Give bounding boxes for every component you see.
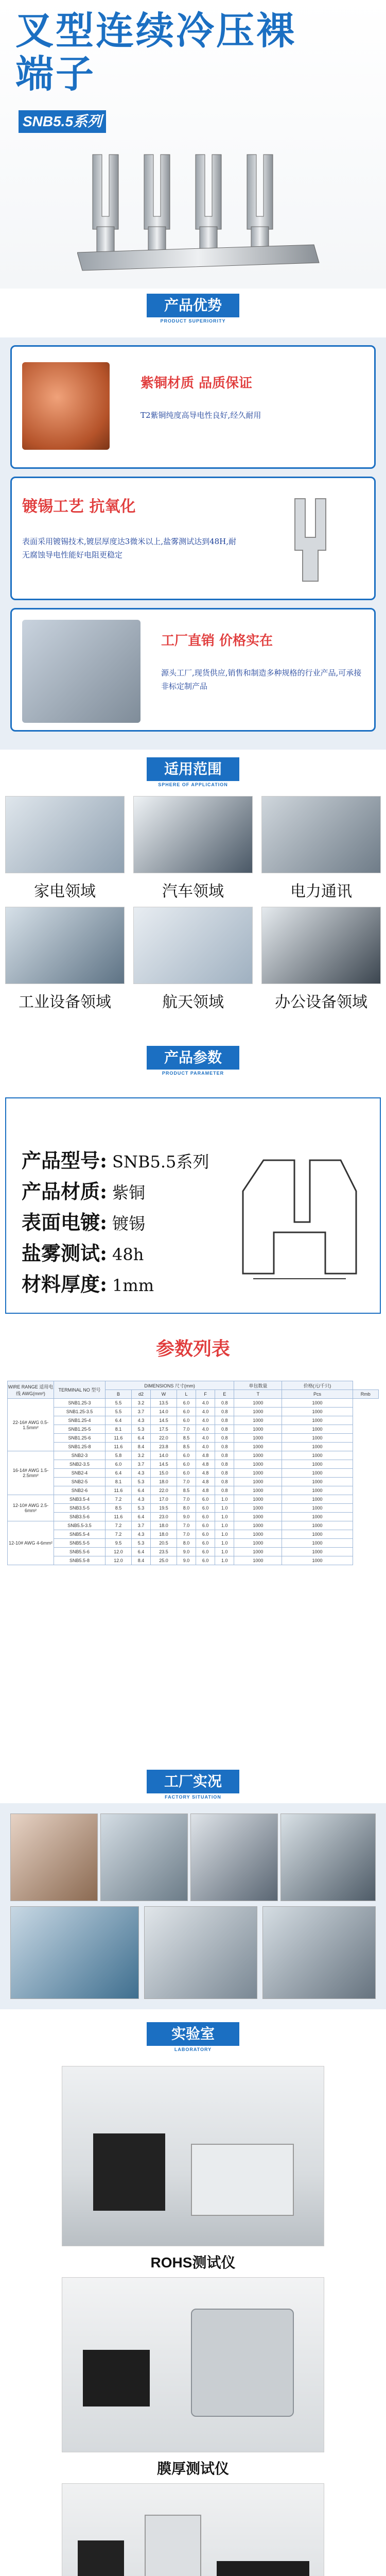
advantage-title-material: 紫铜材质 品质保证 <box>141 376 253 391</box>
table-cell: 1000 <box>282 1443 353 1451</box>
table-cell: 8.5 <box>177 1486 196 1495</box>
factory-section-header <box>147 1770 239 1806</box>
table-cell: 1000 <box>234 1486 282 1495</box>
table-cell: 6.4 <box>131 1434 150 1443</box>
col-dimensions: DIMENSIONS 尺寸(mm) <box>106 1381 234 1390</box>
table-cell: 1000 <box>234 1513 282 1521</box>
spec-subheader-cell: Pcs <box>282 1390 353 1399</box>
table-row <box>8 1469 379 1478</box>
table-cell: 1000 <box>234 1460 282 1469</box>
param-row-plating <box>22 1207 145 1235</box>
terminal-no-cell: SNB5.5-4 <box>54 1530 106 1539</box>
table-cell: 4.0 <box>196 1425 215 1434</box>
table-cell: 1000 <box>282 1416 353 1425</box>
spec-subheader-cell: W <box>151 1390 177 1399</box>
advantage-text-plating: 表面采用镀锡技术,镀层厚度达3微米以上,盐雾测试达到48H,耐无腐蚀导电性能好电阻更稳定 <box>22 537 237 560</box>
table-cell: 0.8 <box>215 1399 234 1408</box>
table-cell: 3.7 <box>131 1460 150 1469</box>
terminal-no-cell: SNB1.25-3 <box>54 1399 106 1408</box>
table-cell: 1000 <box>234 1408 282 1416</box>
table-cell: 6.0 <box>106 1460 132 1469</box>
factory-photo-6 <box>144 1906 257 1999</box>
advantage-card-plating <box>10 477 376 600</box>
lab-photo-thickness <box>62 2277 324 2452</box>
param-label: 产品材质: <box>22 1180 108 1203</box>
param-label: 盐雾测试: <box>22 1242 108 1265</box>
copper-coil-photo <box>22 362 110 450</box>
table-cell: 1.0 <box>215 1539 234 1548</box>
lab-caption-thickness: 膜厚测试仪 <box>156 2461 229 2477</box>
table-cell: 23.8 <box>151 1443 177 1451</box>
table-row <box>8 1408 379 1416</box>
table-cell: 8.5 <box>177 1443 196 1451</box>
table-cell: 1000 <box>234 1539 282 1548</box>
wire-range-cell: 12-10# AWG 2.5-6mm² <box>8 1495 54 1521</box>
table-cell: 1000 <box>234 1416 282 1425</box>
col-wire-range: WIRE RANGE 适用电线 AWG(mm²) <box>8 1381 54 1399</box>
table-cell: 14.5 <box>151 1416 177 1425</box>
table-cell: 1000 <box>234 1434 282 1443</box>
table-cell: 1.0 <box>215 1513 234 1521</box>
app-tile-industrial <box>5 907 125 984</box>
rohs-machine-shape <box>191 2144 294 2216</box>
factory-photo-7 <box>262 1906 376 1999</box>
table-cell: 5.8 <box>106 1451 132 1460</box>
table-cell: 15.0 <box>151 1469 177 1478</box>
applications-subtitle: SPHERE OF APPLICATION <box>158 782 228 787</box>
terminal-no-cell: SNB3.5-5 <box>54 1504 106 1513</box>
table-cell: 1000 <box>234 1443 282 1451</box>
table-cell: 1000 <box>234 1548 282 1556</box>
terminal-no-cell: SNB5.5-3.5 <box>54 1521 106 1530</box>
table-cell: 4.3 <box>131 1416 150 1425</box>
terminal-no-cell: SNB5.5-8 <box>54 1556 106 1565</box>
terminal-no-cell: SNB2-4 <box>54 1469 106 1478</box>
spec-subheader-cell: Rmb <box>353 1390 378 1399</box>
applications-section-header <box>147 757 239 793</box>
table-cell: 7.0 <box>177 1530 196 1539</box>
lab-caption-rohs: ROHS测试仪 <box>150 2255 236 2270</box>
wire-range-cell: 12-10# AWG 4-6mm² <box>8 1521 54 1565</box>
wire-range-cell: 22-16# AWG 0.5-1.5mm² <box>8 1399 54 1451</box>
terminal-no-cell: SNB1.25-8 <box>54 1443 106 1451</box>
table-cell: 6.4 <box>106 1469 132 1478</box>
table-cell: 1000 <box>234 1495 282 1504</box>
table-cell: 1000 <box>234 1530 282 1539</box>
terminal-no-cell: SNB1.25-4 <box>54 1416 106 1425</box>
table-cell: 4.0 <box>196 1399 215 1408</box>
monitor-shape <box>83 2350 150 2406</box>
spec-table <box>7 1381 379 1565</box>
table-cell: 8.0 <box>177 1539 196 1548</box>
spec-subheader-cell: E <box>215 1390 234 1399</box>
table-cell: 1000 <box>282 1425 353 1434</box>
table-cell: 12.0 <box>106 1556 132 1565</box>
table-cell: 1000 <box>234 1504 282 1513</box>
app-label-appliance: 家电领域 <box>34 883 96 901</box>
param-label: 材料厚度: <box>22 1273 108 1296</box>
table-cell: 1000 <box>282 1451 353 1460</box>
table-cell: 1000 <box>234 1399 282 1408</box>
table-cell: 17.0 <box>151 1495 177 1504</box>
advantage-title-factory: 工厂直销 价格实在 <box>161 633 273 649</box>
params-subtitle: PRODUCT PARAMETER <box>162 1071 224 1076</box>
table-cell: 17.5 <box>151 1425 177 1434</box>
table-cell: 8.4 <box>131 1556 150 1565</box>
applications-title: 适用范围 <box>147 757 239 781</box>
table-cell: 9.0 <box>177 1548 196 1556</box>
table-cell: 1000 <box>234 1478 282 1486</box>
table-cell: 6.0 <box>177 1451 196 1460</box>
table-cell: 1.0 <box>215 1495 234 1504</box>
table-cell: 7.2 <box>106 1521 132 1530</box>
fork-terminal-photo <box>259 488 362 591</box>
factory-photo-1 <box>10 1814 98 1901</box>
table-cell: 4.0 <box>196 1416 215 1425</box>
table-row <box>8 1478 379 1486</box>
table-cell: 1000 <box>282 1530 353 1539</box>
table-cell: 6.0 <box>196 1556 215 1565</box>
table-cell: 0.8 <box>215 1478 234 1486</box>
spec-body <box>8 1399 379 1565</box>
terminal-no-cell: SNB2-6 <box>54 1486 106 1495</box>
spec-table-title: 参数列表 <box>155 1338 230 1359</box>
table-cell: 20.5 <box>151 1539 177 1548</box>
app-tile-appliance <box>5 796 125 873</box>
advantages-title: 产品优势 <box>147 294 239 317</box>
table-cell: 6.0 <box>196 1504 215 1513</box>
table-cell: 4.8 <box>196 1460 215 1469</box>
table-cell: 14.5 <box>151 1460 177 1469</box>
factory-photo-3 <box>190 1814 278 1901</box>
terminal-no-cell: SNB3.5-6 <box>54 1513 106 1521</box>
table-cell: 7.0 <box>177 1521 196 1530</box>
terminal-drawing <box>222 1129 372 1294</box>
spec-subheader-cell: T <box>234 1390 282 1399</box>
lab-photo-salt-spray <box>62 2483 324 2576</box>
table-cell: 8.1 <box>106 1478 132 1486</box>
param-row-model <box>22 1145 209 1173</box>
table-cell: 0.8 <box>215 1443 234 1451</box>
table-cell: 0.8 <box>215 1408 234 1416</box>
param-row-thickness <box>22 1268 154 1297</box>
table-cell: 8.1 <box>106 1425 132 1434</box>
table-cell: 3.2 <box>131 1451 150 1460</box>
table-cell: 6.0 <box>196 1548 215 1556</box>
factory-title: 工厂实况 <box>147 1770 239 1793</box>
table-cell: 1000 <box>282 1539 353 1548</box>
param-value: 紫铜 <box>112 1183 146 1202</box>
table-cell: 8.0 <box>177 1504 196 1513</box>
param-row-material <box>22 1176 145 1204</box>
table-cell: 1000 <box>282 1478 353 1486</box>
table-row <box>8 1416 379 1425</box>
table-cell: 18.0 <box>151 1530 177 1539</box>
table-cell: 6.0 <box>196 1513 215 1521</box>
table-cell: 6.0 <box>196 1539 215 1548</box>
table-cell: 11.6 <box>106 1434 132 1443</box>
table-cell: 1.0 <box>215 1556 234 1565</box>
lab-section-header <box>147 2022 239 2058</box>
table-row <box>8 1530 379 1539</box>
spec-subheader-cell: d2 <box>131 1390 150 1399</box>
table-cell: 1.0 <box>215 1530 234 1539</box>
table-cell: 1000 <box>234 1469 282 1478</box>
table-cell: 3.7 <box>131 1521 150 1530</box>
table-cell: 9.0 <box>177 1513 196 1521</box>
advantages-subtitle: PRODUCT SUPERIORITY <box>160 318 226 324</box>
table-cell: 1.0 <box>215 1504 234 1513</box>
terminal-no-cell: SNB1.25-3.5 <box>54 1408 106 1416</box>
app-label-aerospace: 航天领域 <box>162 993 224 1011</box>
factory-photo-2 <box>100 1814 188 1901</box>
table-cell: 6.0 <box>196 1521 215 1530</box>
param-value: 48h <box>112 1245 144 1264</box>
param-value: 镀锡 <box>112 1214 146 1233</box>
wire-range-cell: 16-14# AWG 1.5-2.5mm² <box>8 1451 54 1495</box>
table-cell: 8.4 <box>131 1443 150 1451</box>
table-cell: 5.3 <box>131 1539 150 1548</box>
col-pack: 单包数量 <box>234 1381 282 1390</box>
table-cell: 5.3 <box>131 1425 150 1434</box>
table-row <box>8 1486 379 1495</box>
table-cell: 5.3 <box>131 1504 150 1513</box>
table-cell: 1000 <box>282 1513 353 1521</box>
advantage-text-factory: 源头工厂,现货供应,销售和制造多种规格的行业产品,可承接非标定制产品 <box>161 668 362 691</box>
table-cell: 3.2 <box>131 1399 150 1408</box>
spec-subheader-cell: F <box>196 1390 215 1399</box>
table-cell: 6.4 <box>106 1416 132 1425</box>
table-cell: 1000 <box>282 1521 353 1530</box>
app-label-industrial: 工业设备领域 <box>19 993 111 1011</box>
table-cell: 14.0 <box>151 1451 177 1460</box>
factory-subtitle: FACTORY SITUATION <box>165 1794 221 1800</box>
table-cell: 4.0 <box>196 1408 215 1416</box>
model-badge: SNB5.5系列 <box>19 110 106 133</box>
table-cell: 11.6 <box>106 1513 132 1521</box>
table-cell: 5.3 <box>131 1478 150 1486</box>
table-cell: 1000 <box>282 1408 353 1416</box>
terminal-no-cell: SNB5.5-5 <box>54 1539 106 1548</box>
table-row <box>8 1548 379 1556</box>
table-cell: 19.5 <box>151 1504 177 1513</box>
table-cell: 4.8 <box>196 1451 215 1460</box>
table-cell: 11.6 <box>106 1443 132 1451</box>
table-cell: 1000 <box>282 1486 353 1495</box>
table-row <box>8 1556 379 1565</box>
hero-title: 叉型连续冷压裸端子 <box>15 9 296 96</box>
table-cell: 8.5 <box>177 1434 196 1443</box>
table-cell: 13.5 <box>151 1399 177 1408</box>
table-row <box>8 1443 379 1451</box>
table-cell: 0.8 <box>215 1434 234 1443</box>
table-cell: 4.3 <box>131 1530 150 1539</box>
table-cell: 0.8 <box>215 1425 234 1434</box>
table-row <box>8 1513 379 1521</box>
app-label-automotive: 汽车领域 <box>162 883 224 901</box>
table-cell: 6.0 <box>177 1399 196 1408</box>
table-cell: 9.5 <box>106 1539 132 1548</box>
app-label-office: 办公设备领域 <box>275 993 367 1011</box>
table-cell: 1000 <box>282 1469 353 1478</box>
table-cell: 4.8 <box>196 1486 215 1495</box>
terminal-no-cell: SNB2-5 <box>54 1478 106 1486</box>
table-cell: 12.0 <box>106 1548 132 1556</box>
table-cell: 4.0 <box>196 1434 215 1443</box>
params-panel <box>5 1097 381 1314</box>
table-cell: 1000 <box>234 1425 282 1434</box>
table-row <box>8 1539 379 1548</box>
table-row <box>8 1434 379 1443</box>
table-cell: 25.0 <box>151 1556 177 1565</box>
table-cell: 7.2 <box>106 1495 132 1504</box>
table-cell: 5.5 <box>106 1399 132 1408</box>
table-cell: 0.8 <box>215 1416 234 1425</box>
advantage-title-plating: 镀锡工艺 抗氧化 <box>22 498 136 516</box>
table-cell: 4.8 <box>196 1469 215 1478</box>
factory-machine-photo <box>22 620 141 723</box>
spec-subheader-cell: B <box>106 1390 132 1399</box>
table-cell: 6.4 <box>131 1486 150 1495</box>
table-cell: 1000 <box>234 1521 282 1530</box>
table-cell: 7.0 <box>177 1478 196 1486</box>
salt-spray-machine-shape <box>145 2515 201 2576</box>
table-cell: 6.4 <box>131 1548 150 1556</box>
table-cell: 23.0 <box>151 1513 177 1521</box>
table-cell: 1000 <box>282 1495 353 1504</box>
param-label: 产品型号: <box>22 1149 108 1172</box>
app-label-power: 电力通讯 <box>290 883 352 901</box>
terminal-no-cell: SNB2-3.5 <box>54 1460 106 1469</box>
lab-title: 实验室 <box>147 2022 239 2046</box>
table-cell: 1000 <box>282 1399 353 1408</box>
terminal-no-cell: SNB3.5-4 <box>54 1495 106 1504</box>
table-cell: 4.0 <box>196 1443 215 1451</box>
advantage-card-material <box>10 345 376 469</box>
table-cell: 7.0 <box>177 1425 196 1434</box>
table-row <box>8 1451 379 1460</box>
terminal-no-cell: SNB1.25-5 <box>54 1425 106 1434</box>
params-title: 产品参数 <box>147 1046 239 1070</box>
table-cell: 8.5 <box>106 1504 132 1513</box>
col-price: 价格(元/千只) <box>282 1381 353 1390</box>
param-label: 表面电镀: <box>22 1211 108 1234</box>
param-value: 1mm <box>112 1276 154 1295</box>
table-cell: 6.0 <box>177 1416 196 1425</box>
table-cell: 9.0 <box>177 1556 196 1565</box>
factory-photo-5 <box>10 1906 139 1999</box>
advantage-card-factory <box>10 608 376 732</box>
lab-photo-rohs <box>62 2066 324 2246</box>
table-cell: 1.0 <box>215 1548 234 1556</box>
table-cell: 1000 <box>282 1504 353 1513</box>
advantage-text-material: T2紫铜纯度高导电性良好,经久耐用 <box>141 411 261 420</box>
table-cell: 6.0 <box>196 1530 215 1539</box>
table-row <box>8 1495 379 1504</box>
param-row-salt-spray <box>22 1238 144 1266</box>
monitor-shape <box>217 2561 309 2576</box>
table-cell: 18.0 <box>151 1478 177 1486</box>
table-cell: 0.8 <box>215 1469 234 1478</box>
table-cell: 6.0 <box>177 1460 196 1469</box>
table-cell: 22.0 <box>151 1486 177 1495</box>
hero-banner <box>0 0 386 289</box>
table-cell: 1000 <box>282 1548 353 1556</box>
terminal-strip-image <box>77 139 324 278</box>
lab-subtitle: LABORATORY <box>174 2047 212 2052</box>
table-row <box>8 1399 379 1408</box>
table-cell: 4.3 <box>131 1495 150 1504</box>
spec-subheader-cell: L <box>177 1390 196 1399</box>
table-cell: 5.5 <box>106 1408 132 1416</box>
table-cell: 18.0 <box>151 1521 177 1530</box>
table-cell: 6.4 <box>131 1513 150 1521</box>
table-cell: 7.0 <box>177 1495 196 1504</box>
monitor-shape <box>93 2133 165 2211</box>
pc-tower-shape <box>78 2540 124 2576</box>
col-terminal-no: TERMINAL NO 型号 <box>54 1381 106 1399</box>
table-cell: 1.0 <box>215 1521 234 1530</box>
table-row <box>8 1460 379 1469</box>
table-cell: 4.3 <box>131 1469 150 1478</box>
table-cell: 11.6 <box>106 1486 132 1495</box>
table-cell: 0.8 <box>215 1460 234 1469</box>
table-cell: 6.0 <box>177 1408 196 1416</box>
terminal-no-cell: SNB5.5-6 <box>54 1548 106 1556</box>
table-cell: 1000 <box>282 1434 353 1443</box>
table-cell: 22.0 <box>151 1434 177 1443</box>
table-row <box>8 1504 379 1513</box>
app-tile-office <box>261 907 381 984</box>
table-cell: 1000 <box>282 1460 353 1469</box>
table-cell: 0.8 <box>215 1451 234 1460</box>
advantages-section-header <box>147 294 239 330</box>
table-cell: 0.8 <box>215 1486 234 1495</box>
terminal-no-cell: SNB2-3 <box>54 1451 106 1460</box>
param-value: SNB5.5系列 <box>112 1152 209 1172</box>
terminal-no-cell: SNB1.25-6 <box>54 1434 106 1443</box>
params-section-header <box>147 1046 239 1082</box>
table-cell: 23.5 <box>151 1548 177 1556</box>
table-cell: 1000 <box>282 1556 353 1565</box>
table-cell: 6.0 <box>177 1469 196 1478</box>
table-row <box>8 1425 379 1434</box>
table-cell: 1000 <box>234 1556 282 1565</box>
app-tile-power <box>261 796 381 873</box>
table-cell: 1000 <box>234 1451 282 1460</box>
table-cell: 14.0 <box>151 1408 177 1416</box>
app-tile-automotive <box>133 796 253 873</box>
table-row <box>8 1521 379 1530</box>
table-cell: 4.8 <box>196 1478 215 1486</box>
thickness-machine-shape <box>191 2309 294 2417</box>
app-tile-aerospace <box>133 907 253 984</box>
table-cell: 6.0 <box>196 1495 215 1504</box>
table-cell: 3.7 <box>131 1408 150 1416</box>
table-cell: 7.2 <box>106 1530 132 1539</box>
factory-photo-4 <box>280 1814 376 1901</box>
